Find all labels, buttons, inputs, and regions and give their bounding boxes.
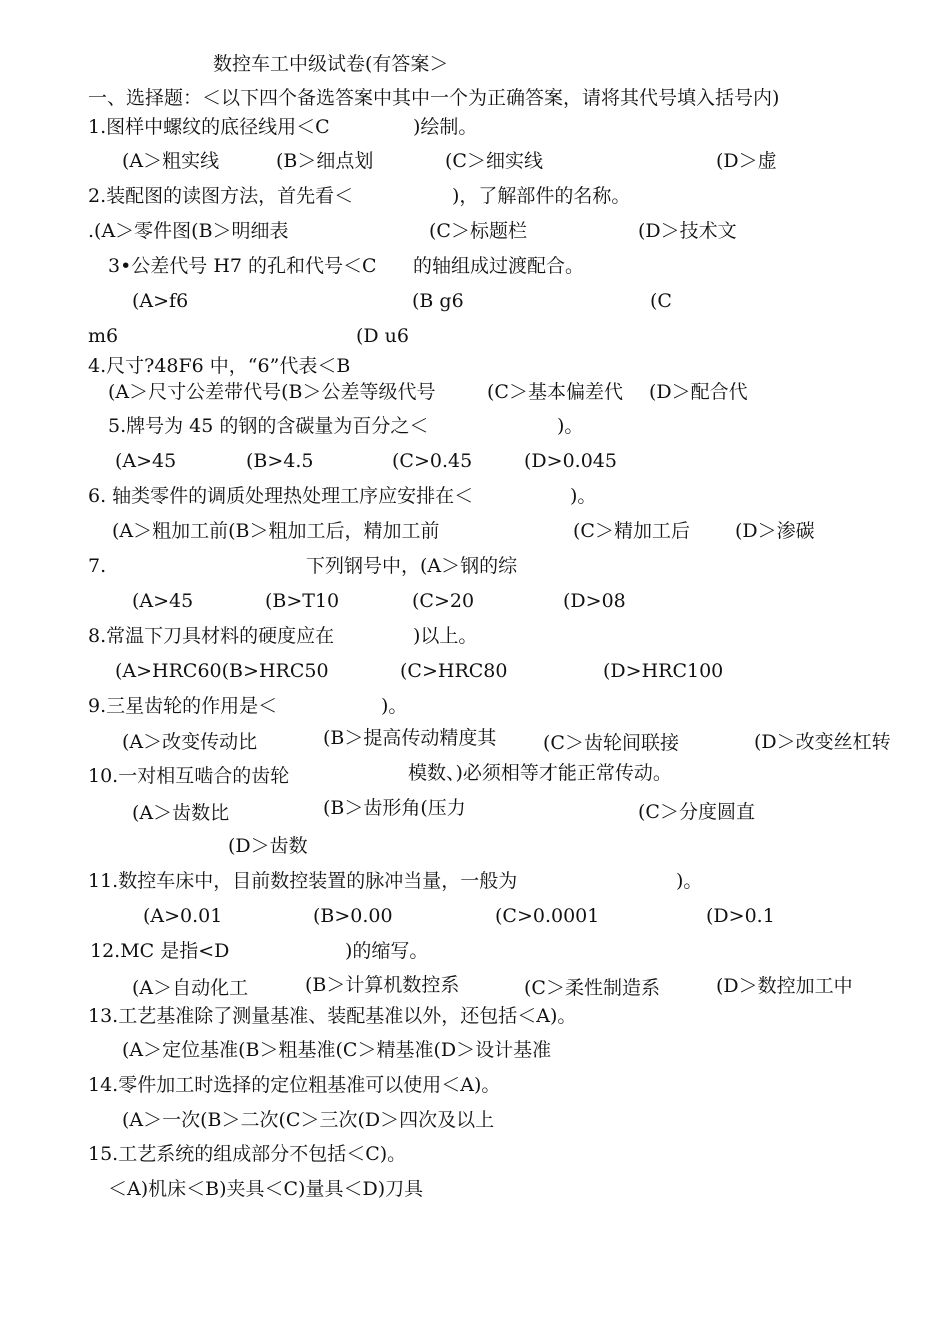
question-3-stem: 3•公差代号 H7 的孔和代号＜C bbox=[108, 255, 377, 277]
question-6-stem-end: )。 bbox=[570, 485, 597, 507]
question-12-option-d: (D＞数控加工中 bbox=[716, 975, 853, 997]
question-7-option-a: (A>45 bbox=[132, 590, 194, 612]
question-1-option-b: (B＞细点划 bbox=[276, 150, 374, 172]
question-5-stem: 5.牌号为 45 的钢的含碳量为百分之＜ bbox=[108, 415, 429, 437]
question-6-option-d: (D＞渗碳 bbox=[735, 520, 815, 542]
question-10-option-b: (B＞齿形角(压力 bbox=[323, 797, 466, 819]
question-13-options: (A＞定位基准(B＞粗基准(C＞精基准(D＞设计基准 bbox=[122, 1039, 552, 1061]
question-3-option-b: (B g6 bbox=[412, 290, 464, 312]
question-15-stem: 15.工艺系统的组成部分不包括＜C)。 bbox=[88, 1143, 407, 1165]
question-8-stem-end: )以上。 bbox=[413, 625, 478, 647]
question-7-option-d: (D>08 bbox=[563, 590, 626, 612]
question-3-option-c-value: m6 bbox=[88, 325, 119, 347]
question-13-stem: 13.工艺基准除了测量基准、装配基准以外，还包括＜A)。 bbox=[88, 1005, 577, 1027]
question-10-option-c: (C＞分度圆直 bbox=[638, 801, 755, 823]
question-11-option-b: (B>0.00 bbox=[313, 905, 393, 927]
question-5-option-d: (D>0.045 bbox=[524, 450, 617, 472]
question-3-stem-end: 的轴组成过渡配合。 bbox=[413, 255, 585, 277]
question-10-option-d: (D＞齿数 bbox=[228, 835, 308, 857]
question-11-stem-end: )。 bbox=[676, 870, 703, 892]
question-2-stem-end: )，了解部件的名称。 bbox=[452, 185, 631, 207]
question-2-option-d: (D＞技术文 bbox=[638, 220, 737, 242]
question-3-option-d: (D u6 bbox=[356, 325, 410, 347]
question-11-option-d: (D>0.1 bbox=[706, 905, 775, 927]
question-10-option-a: (A＞齿数比 bbox=[132, 802, 230, 824]
exam-title: 数控车工中级试卷(有答案＞ bbox=[213, 53, 449, 75]
question-3-option-c: (C bbox=[650, 290, 672, 312]
question-8-stem: 8.常温下刀具材料的硬度应在 bbox=[88, 625, 335, 647]
question-9-stem-end: )。 bbox=[381, 695, 408, 717]
question-12-option-c: (C＞柔性制造系 bbox=[524, 977, 660, 999]
question-6-option-c: (C＞精加工后 bbox=[573, 520, 690, 542]
question-11-stem: 11.数控车床中，目前数控装置的脉冲当量，一般为 bbox=[88, 870, 518, 892]
question-6-stem: 6. 轴类零件的调质处理热处理工序应安排在＜ bbox=[88, 485, 474, 507]
question-10-stem: 10.一对相互啮合的齿轮 bbox=[88, 765, 290, 787]
question-14-options: (A＞一次(B＞二次(C＞三次(D＞四次及以上 bbox=[122, 1109, 495, 1131]
question-15-options: ＜A)机床＜B)夹具＜C)量具＜D)刀具 bbox=[108, 1178, 424, 1200]
question-2-stem: 2.装配图的读图方法，首先看＜ bbox=[88, 185, 354, 207]
question-5-option-c: (C>0.45 bbox=[392, 450, 473, 472]
question-1-option-a: (A＞粗实线 bbox=[122, 150, 220, 172]
question-4-option-d: (D＞配合代 bbox=[649, 381, 748, 403]
question-1-stem-end: )绘制。 bbox=[413, 116, 478, 138]
question-11-option-c: (C>0.0001 bbox=[495, 905, 600, 927]
question-11-option-a: (A>0.01 bbox=[143, 905, 223, 927]
question-5-option-b: (B>4.5 bbox=[246, 450, 314, 472]
question-8-option-ab: (A>HRC60(B>HRC50 bbox=[115, 660, 329, 682]
question-8-option-c: (C>HRC80 bbox=[400, 660, 508, 682]
question-1-option-d: (D＞虚 bbox=[716, 150, 777, 172]
question-14-stem: 14.零件加工时选择的定位粗基准可以使用＜A)。 bbox=[88, 1074, 501, 1096]
question-2-option-ab: .(A＞零件图(B＞明细表 bbox=[88, 220, 289, 242]
question-7-stem: 下列钢号中，(A＞钢的综 bbox=[306, 555, 518, 577]
question-4-option-ab: (A＞尺寸公差带代号(B＞公差等级代号 bbox=[108, 381, 436, 403]
question-5-option-a: (A>45 bbox=[115, 450, 177, 472]
question-12-stem: 12.MC 是指<D bbox=[90, 940, 230, 962]
question-12-stem-end: )的缩写。 bbox=[345, 940, 429, 962]
question-6-option-ab: (A＞粗加工前(B＞粗加工后，精加工前 bbox=[112, 520, 440, 542]
question-2-option-c: (C＞标题栏 bbox=[429, 220, 527, 242]
question-1-option-c: (C＞细实线 bbox=[445, 150, 543, 172]
question-7-option-b: (B>T10 bbox=[265, 590, 340, 612]
question-7-number: 7. bbox=[88, 555, 107, 577]
question-12-option-a: (A＞自动化工 bbox=[132, 977, 249, 999]
question-9-stem: 9.三星齿轮的作用是＜ bbox=[88, 695, 278, 717]
question-4-option-c: (C＞基本偏差代 bbox=[487, 381, 623, 403]
section-heading: 一、选择题：＜以下四个备选答案中其中一个为正确答案，请将其代号填入括号内) bbox=[88, 87, 780, 109]
question-12-option-b: (B＞计算机数控系 bbox=[305, 974, 460, 996]
question-9-option-b: (B＞提高传动精度其 bbox=[323, 727, 497, 749]
question-9-option-d: (D＞改变丝杠转 bbox=[754, 731, 891, 753]
question-7-option-c: (C>20 bbox=[412, 590, 475, 612]
question-3-option-a: (A>f6 bbox=[132, 290, 189, 312]
question-4-stem: 4.尺寸?48F6 中，“6”代表＜B bbox=[88, 355, 351, 377]
question-9-option-a: (A＞改变传动比 bbox=[122, 731, 258, 753]
question-9-option-c: (C＞齿轮间联接 bbox=[543, 732, 679, 754]
question-8-option-d: (D>HRC100 bbox=[603, 660, 724, 682]
question-1-stem: 1.图样中螺纹的底径线用＜C bbox=[88, 116, 330, 138]
question-10-stem-end: 模数、)必须相等才能正常传动。 bbox=[408, 762, 672, 784]
question-5-stem-end: )。 bbox=[557, 415, 584, 437]
